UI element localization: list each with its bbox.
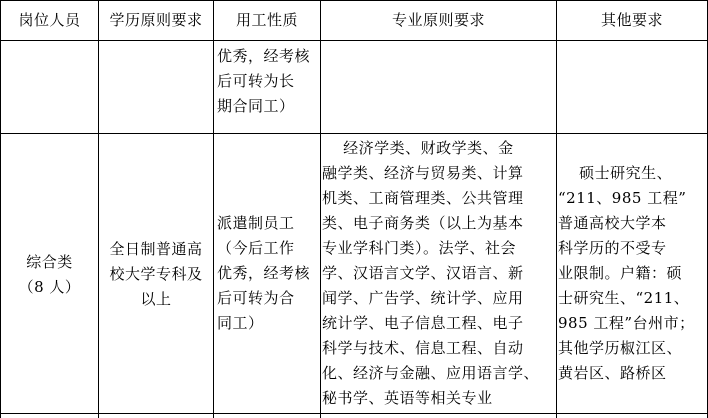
other-requirements-cell: 硕士研究生、 “211、985 工程” 普通高校大学本 科学历的不受专 业限制。户籍：硕 士研究生、“211、 985 工程”台州市； 其他学历椒江区、 黄岩区、路桥区 — [558, 164, 695, 382]
row-divider — [0, 133, 708, 134]
column-divider — [556, 0, 557, 418]
column-divider — [0, 0, 1, 418]
education-cell: 全日制普通高 校大学专科及 以上 — [109, 240, 203, 308]
header-employment-nature: 用工性质 — [235, 11, 298, 29]
header-other: 其他要求 — [600, 11, 663, 29]
column-divider — [213, 0, 214, 418]
header-education: 学历原则要求 — [109, 11, 203, 29]
prev-row-nature: 优秀，经考核 后可转为长 期合同工） — [217, 47, 311, 115]
major-cell: 经济学类、财政学类、金 融学类、经济与贸易类、计算 机类、工商管理类、公共管理 类、电子商务类（以上为基本 专业学科门类）。法学、社会 学、汉语言文学、汉语言、新 闻学、广告学、统计学、应用 统计学、电子信息工程、电子 科学与技术、信息工程、自动 化、经济与金融、应用语言学、 秘书学、英语等相关专业 — [322, 139, 540, 407]
column-divider — [320, 0, 321, 418]
column-divider — [98, 0, 99, 418]
header-divider — [0, 40, 708, 41]
header-major: 专业原则要求 — [391, 11, 485, 29]
header-position: 岗位人员 — [18, 11, 81, 29]
position-cell: 综合类 （8 人） — [18, 253, 81, 296]
employment-nature-cell: 派遣制员工 （今后工作 优秀，经考核 后可转为合 同工） — [217, 214, 311, 332]
table-border-bottom — [0, 413, 708, 414]
